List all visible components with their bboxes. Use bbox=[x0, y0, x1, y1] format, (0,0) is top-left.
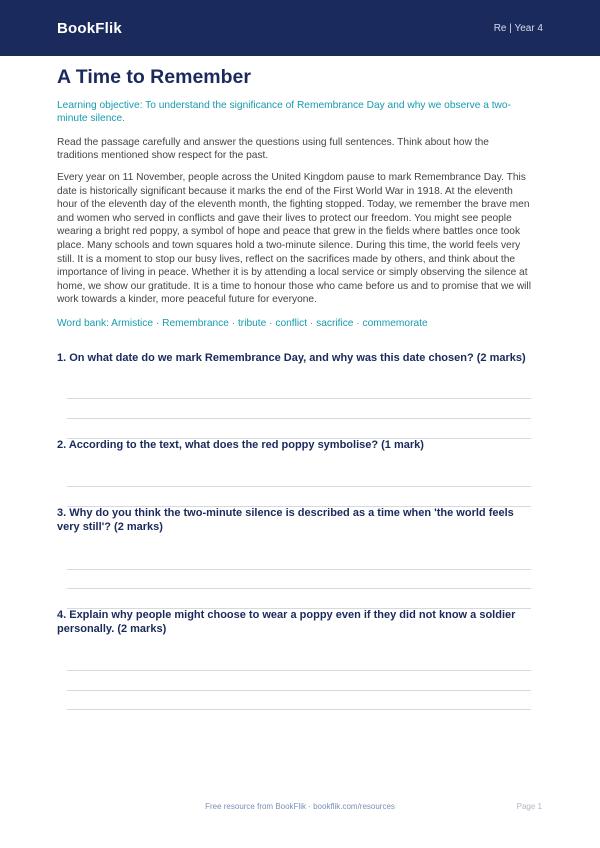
reading-passage: Every year on 11 November, people across the United Kingdom pause to mark Remembrance Day. This date is historically significant because it marks the end of the First World War in 1918. At the eleventh hour of the eleventh day of the eleventh month, the fighting stopped. Today, we remember the brave men and women who served in conflicts and gave their lives to protect our freedom. You might see people wearing a bright red poppy, a symbol of hope and peace that grew in the fields where battles once took place. Many schools and town squares hold a two-minute silence. During this time, the world feels very still. It is a moment to stop our busy lives, reflect on the sacrifices made by others, and think about the importance of living in peace. Whether it is by attending a local service or simply observing the silence at home, we show our gratitude. It is a time to honour those who came before us and to promise that we will work towards a kinder, more peaceful future for everyone. bbox=[57, 172, 531, 306]
answer-line[interactable] bbox=[67, 569, 531, 570]
question-2-text: 2. According to the text, what does the red poppy symbolise? (1 mark) bbox=[57, 439, 424, 451]
question-1 bbox=[57, 351, 531, 441]
page-footer bbox=[0, 802, 600, 814]
question-2 bbox=[57, 438, 531, 508]
page-number: Page 1 bbox=[516, 802, 542, 811]
answer-line[interactable] bbox=[67, 486, 531, 487]
brand-logo-text: BookFlik bbox=[57, 19, 122, 37]
answer-line[interactable] bbox=[67, 670, 531, 671]
answer-line[interactable] bbox=[67, 588, 531, 589]
worksheet-content bbox=[57, 66, 531, 330]
footer-credit-link[interactable]: Free resource from BookFlik · bookflik.com/resources bbox=[205, 802, 395, 811]
answer-line[interactable] bbox=[67, 398, 531, 399]
answer-line[interactable] bbox=[67, 418, 531, 419]
word-bank: Word bank: Armistice · Remembrance · tribute · conflict · sacrifice · commemorate bbox=[57, 317, 428, 329]
question-3 bbox=[57, 506, 531, 611]
worksheet-title: A Time to Remember bbox=[57, 66, 251, 88]
question-1-text: 1. On what date do we mark Remembrance Day, and why was this date chosen? (2 marks) bbox=[57, 352, 526, 364]
answer-line[interactable] bbox=[67, 709, 531, 710]
learning-objective: Learning objective: To understand the significance of Remembrance Day and why we observe a two-minute silence. bbox=[57, 100, 511, 124]
question-4 bbox=[57, 608, 531, 712]
question-4-text: 4. Explain why people might choose to wear a poppy even if they did not know a soldier personally. (2 marks) bbox=[57, 609, 516, 635]
subject-year-label: Re | Year 4 bbox=[493, 22, 543, 34]
answer-line[interactable] bbox=[67, 690, 531, 691]
page-header bbox=[0, 0, 600, 56]
question-3-text: 3. Why do you think the two-minute silence is described as a time when 'the world feels very still'? (2 marks) bbox=[57, 507, 514, 533]
instructions: Read the passage carefully and answer the questions using full sentences. Think about how the traditions mentioned show respect for the past. bbox=[57, 137, 489, 161]
